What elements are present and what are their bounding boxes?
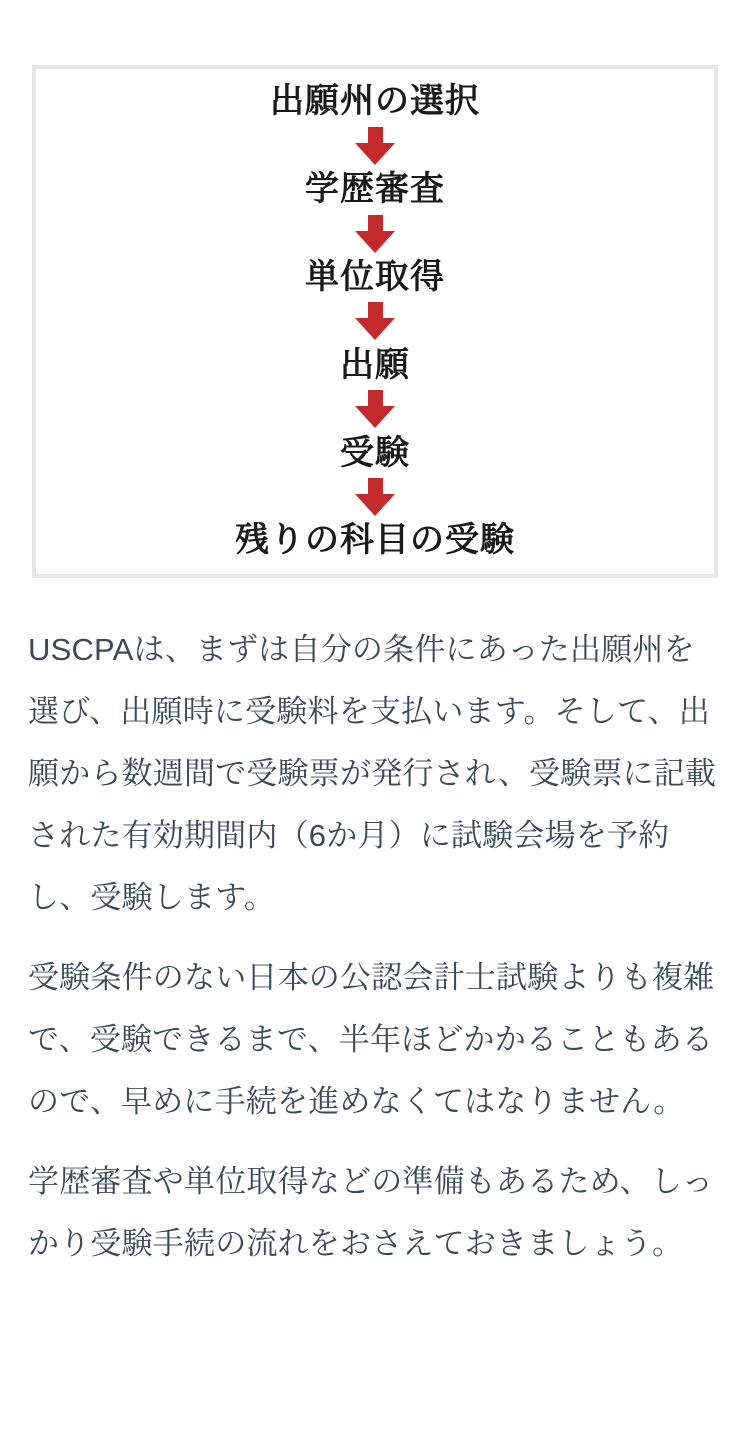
down-arrow-icon: [355, 302, 395, 340]
uscpa-exam-flowchart: [32, 65, 718, 578]
article-page: [0, 65, 750, 1335]
flow-step-label: 受験: [340, 433, 410, 472]
flow-step-label: 出願州の選択: [270, 82, 480, 121]
down-arrow-icon: [355, 390, 395, 428]
down-arrow-icon: [355, 215, 395, 253]
article-paragraph: 受験条件のない日本の公認会計士試験よりも複雑で、受験できるまで、半年ほどかかることもあるので、早めに手続を進めなくてはなりません。: [28, 960, 715, 1119]
down-arrow-icon: [355, 478, 395, 516]
article-paragraph: USCPAは、まずは自分の条件にあった出願州を選び、出願時に受験料を支払います。そして、出願から数週間で受験票が発行され、受験票に記載された有効期間内（6か月）に試験会場を予約し、受験します。: [28, 632, 717, 915]
flow-step-label: 出願: [340, 345, 410, 384]
down-arrow-icon: [355, 127, 395, 165]
flow-step-label: 残りの科目の受験: [235, 521, 515, 560]
article-body: [0, 578, 750, 1335]
flow-step-label: 単位取得: [305, 257, 445, 296]
article-paragraph: 学歴審査や単位取得などの準備もあるため、しっかり受験手続の流れをおさえておきましょう。: [28, 1164, 714, 1261]
flow-step-label: 学歴審査: [305, 170, 445, 209]
